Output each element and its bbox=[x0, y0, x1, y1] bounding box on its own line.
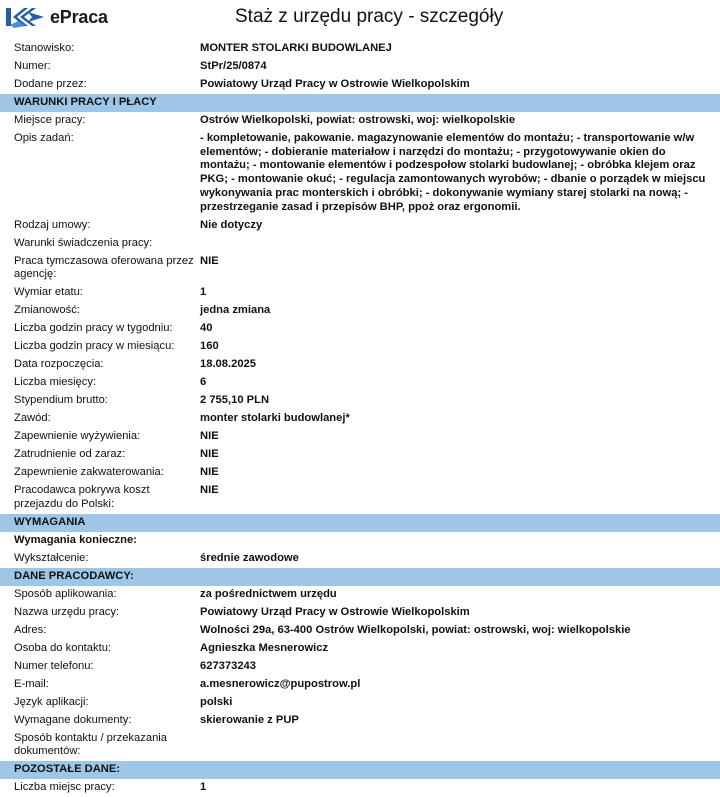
detail-label: Praca tymczasowa oferowana przez agencję: bbox=[14, 254, 194, 281]
basic-info bbox=[0, 40, 720, 94]
detail-row bbox=[0, 112, 720, 130]
detail-value: NIE bbox=[200, 466, 219, 479]
epraca-logo-icon bbox=[6, 6, 46, 28]
detail-label: Stanowisko: bbox=[14, 42, 75, 54]
detail-label: Język aplikacji: bbox=[14, 695, 89, 708]
detail-row bbox=[0, 712, 720, 730]
detail-value: NIE bbox=[200, 430, 219, 443]
detail-label: Sposób kontaktu / przekazania dokumentów: bbox=[14, 731, 167, 758]
detail-value: jedna zmiana bbox=[200, 304, 271, 317]
detail-value: 40 bbox=[200, 322, 213, 335]
detail-row bbox=[0, 130, 720, 217]
detail-value: skierowanie z PUP bbox=[200, 713, 299, 726]
logo-text: ePraca bbox=[50, 6, 108, 27]
detail-row bbox=[0, 550, 720, 568]
detail-row bbox=[0, 676, 720, 694]
detail-row bbox=[0, 730, 720, 762]
detail-label: Liczba godzin pracy w tygodniu: bbox=[14, 322, 173, 335]
pracodawca-list bbox=[0, 586, 720, 762]
detail-label: Data rozpoczęcia: bbox=[14, 358, 104, 371]
detail-label: Rodzaj umowy: bbox=[14, 218, 91, 231]
detail-label: Osoba do kontaktu: bbox=[14, 641, 112, 654]
detail-label: Dodane przez: bbox=[14, 77, 87, 90]
section-header-pozostale: POZOSTAŁE DANE: bbox=[0, 761, 720, 779]
detail-row bbox=[0, 604, 720, 622]
detail-row bbox=[0, 356, 720, 374]
detail-value: Nie dotyczy bbox=[200, 218, 263, 231]
detail-row bbox=[0, 694, 720, 712]
detail-row bbox=[0, 253, 720, 285]
page-header bbox=[0, 0, 720, 36]
detail-row bbox=[0, 410, 720, 428]
detail-value: 6 bbox=[200, 376, 207, 389]
offer-details bbox=[0, 40, 720, 797]
detail-label: Opis zadań: bbox=[14, 131, 74, 144]
detail-label: Liczba godzin pracy w miesiącu: bbox=[14, 340, 175, 353]
detail-row bbox=[0, 302, 720, 320]
detail-label: Numer: bbox=[14, 59, 51, 72]
detail-row bbox=[0, 640, 720, 658]
detail-label: Zapewnienie zakwaterowania: bbox=[14, 466, 164, 479]
section-header-pracodawca: DANE PRACODAWCY: bbox=[0, 568, 720, 586]
detail-row bbox=[0, 338, 720, 356]
detail-label: Stypendium brutto: bbox=[14, 394, 108, 407]
detail-value: za pośrednictwem urzędu bbox=[200, 587, 337, 600]
detail-value: 1 bbox=[200, 781, 207, 794]
detail-value: monter stolarki budowlanej* bbox=[200, 412, 350, 425]
detail-row bbox=[0, 284, 720, 302]
detail-row bbox=[0, 374, 720, 392]
detail-label: Zawód: bbox=[14, 412, 51, 425]
detail-row bbox=[0, 58, 720, 76]
detail-label: Zmianowość: bbox=[14, 304, 80, 317]
detail-row bbox=[0, 622, 720, 640]
detail-value: MONTER STOLARKI BUDOWLANEJ bbox=[200, 42, 392, 54]
detail-row bbox=[0, 428, 720, 446]
detail-label: Nazwa urzędu pracy: bbox=[14, 605, 120, 618]
logo bbox=[6, 6, 108, 28]
detail-label: Adres: bbox=[14, 623, 47, 636]
detail-label: Miejsce pracy: bbox=[14, 113, 86, 126]
detail-value bbox=[200, 732, 706, 760]
section-header-warunki: WARUNKI PRACY I PŁACY bbox=[0, 94, 720, 112]
detail-row bbox=[0, 779, 720, 797]
detail-label: Zatrudnienie od zaraz: bbox=[14, 448, 126, 461]
detail-value: 627373243 bbox=[200, 659, 256, 672]
detail-row bbox=[0, 446, 720, 464]
detail-label: Sposób aplikowania: bbox=[14, 587, 117, 600]
detail-label: Liczba miesięcy: bbox=[14, 376, 97, 389]
detail-value: StPr/25/0874 bbox=[200, 59, 267, 72]
warunki-list bbox=[0, 112, 720, 514]
wymagania-subheading: Wymagania konieczne: bbox=[14, 533, 137, 546]
detail-row bbox=[0, 586, 720, 604]
detail-row bbox=[0, 40, 720, 58]
detail-value: 2 755,10 PLN bbox=[200, 394, 270, 407]
detail-value: polski bbox=[200, 695, 233, 708]
page-title: Staż z urzędu pracy - szczegóły bbox=[235, 6, 504, 27]
detail-row bbox=[0, 217, 720, 235]
detail-row bbox=[0, 235, 720, 253]
detail-value: - kompletowanie, pakowanie. magazynowanie elementów do montażu; - transportowanie w/w elementów; - dobieranie materiałow i narzędzi do montażu; - przygotowywanie okien do montażu; - montowanie elementów i podzespołow stolarki budowlanej; - obróbka klejem oraz PKG; - montowanie okuć; - regulacja zamontowanych wyrobów; - dbanie o porządek w miejscu wykonywania prac monterskich i obróbki; - dokonywanie wymiany starej stolarki na nową; - przestrzeganie zasad i przepisów BHP, ppoż oraz ergonomii. bbox=[200, 131, 706, 213]
detail-row bbox=[0, 320, 720, 338]
detail-label: Warunki świadczenia pracy: bbox=[14, 236, 153, 249]
detail-label: Pracodawca pokrywa koszt przejazdu do Polski: bbox=[14, 484, 150, 511]
detail-row bbox=[0, 482, 720, 514]
detail-value bbox=[200, 237, 706, 251]
detail-value: 18.08.2025 bbox=[200, 358, 256, 371]
detail-label: Wykształcenie: bbox=[14, 551, 89, 564]
detail-value: Agnieszka Mesnerowicz bbox=[200, 641, 329, 654]
detail-value: NIE bbox=[200, 484, 219, 497]
detail-row bbox=[0, 392, 720, 410]
pozostale-list bbox=[0, 779, 720, 797]
detail-row bbox=[0, 658, 720, 676]
detail-value: 1 bbox=[200, 286, 207, 299]
detail-value: Wolności 29a, 63-400 Ostrów Wielkopolski, powiat: ostrowski, woj: wielkopolskie bbox=[200, 623, 631, 636]
detail-row bbox=[0, 76, 720, 94]
detail-label: E-mail: bbox=[14, 677, 49, 690]
detail-value: Ostrów Wielkopolski, powiat: ostrowski, woj: wielkopolskie bbox=[200, 113, 516, 126]
detail-value: NIE bbox=[200, 254, 219, 267]
detail-row bbox=[0, 464, 720, 482]
detail-label: Wymiar etatu: bbox=[14, 286, 83, 299]
detail-value: Powiatowy Urząd Pracy w Ostrowie Wielkopolskim bbox=[200, 77, 470, 90]
detail-value: NIE bbox=[200, 448, 219, 461]
detail-value: 160 bbox=[200, 340, 219, 353]
detail-label: Liczba miejsc pracy: bbox=[14, 781, 115, 794]
detail-label: Zapewnienie wyżywienia: bbox=[14, 430, 141, 443]
detail-label: Wymagane dokumenty: bbox=[14, 713, 132, 726]
section-header-wymagania: WYMAGANIA bbox=[0, 514, 720, 532]
detail-value: Powiatowy Urząd Pracy w Ostrowie Wielkopolskim bbox=[200, 605, 470, 618]
wymagania-list bbox=[0, 550, 720, 568]
wymagania-subheading-row bbox=[0, 532, 720, 550]
detail-value: średnie zawodowe bbox=[200, 551, 299, 564]
detail-label: Numer telefonu: bbox=[14, 659, 94, 672]
detail-value: a.mesnerowicz@pupostrow.pl bbox=[200, 677, 361, 690]
